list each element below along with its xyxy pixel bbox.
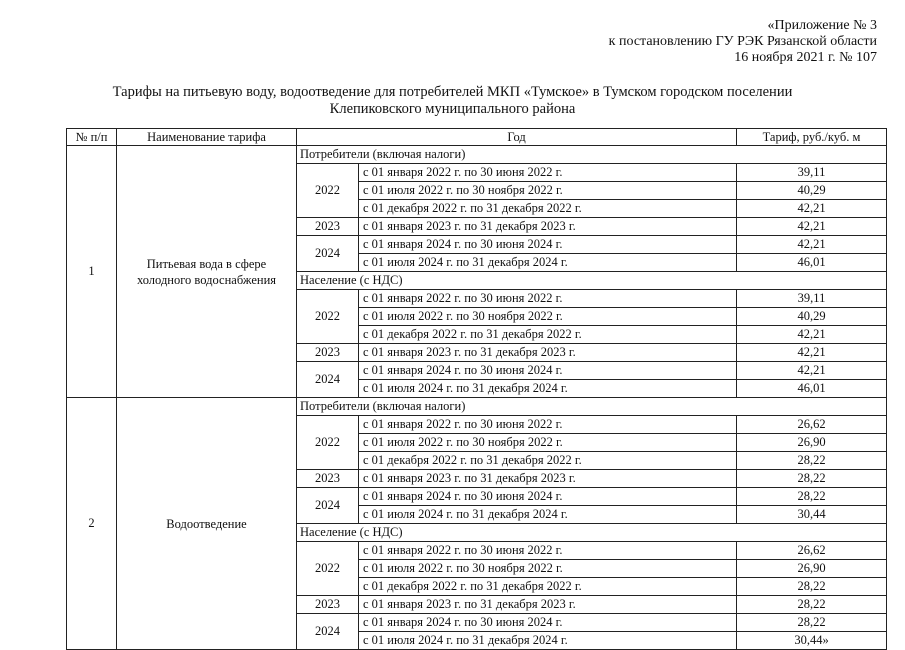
year-cell: 2024 <box>297 614 359 650</box>
column-header-name: Наименование тарифа <box>117 129 297 146</box>
tariff-value-cell: 28,22 <box>737 614 887 632</box>
column-header-number: № п/п <box>67 129 117 146</box>
period-cell: с 01 декабря 2022 г. по 31 декабря 2022 г. <box>359 452 737 470</box>
period-cell: с 01 января 2022 г. по 30 июня 2022 г. <box>359 416 737 434</box>
tariff-value-cell: 28,22 <box>737 596 887 614</box>
period-cell: с 01 июля 2024 г. по 31 декабря 2024 г. <box>359 380 737 398</box>
tariff-value-cell: 39,11 <box>737 164 887 182</box>
resolution-date: 16 ноября 2021 г. № 107 <box>734 50 877 65</box>
period-cell: с 01 января 2024 г. по 30 июня 2024 г. <box>359 488 737 506</box>
title-line-2: Клепиковского муниципального района <box>329 101 576 117</box>
tariff-name: Водоотведение <box>117 398 297 650</box>
tariff-number: 2 <box>67 398 117 650</box>
tariff-value-cell: 40,29 <box>737 182 887 200</box>
section-row <box>67 146 887 164</box>
period-cell: с 01 января 2022 г. по 30 июня 2022 г. <box>359 542 737 560</box>
period-cell: с 01 июля 2024 г. по 31 декабря 2024 г. <box>359 254 737 272</box>
tariff-value-cell: 39,11 <box>737 290 887 308</box>
period-cell: с 01 июля 2022 г. по 30 ноября 2022 г. <box>359 182 737 200</box>
period-cell: с 01 декабря 2022 г. по 31 декабря 2022 г. <box>359 578 737 596</box>
period-cell: с 01 января 2022 г. по 30 июня 2022 г. <box>359 290 737 308</box>
tariff-value-cell: 28,22 <box>737 470 887 488</box>
period-cell: с 01 января 2023 г. по 31 декабря 2023 г. <box>359 596 737 614</box>
year-cell: 2023 <box>297 596 359 614</box>
tariff-value-cell: 26,90 <box>737 434 887 452</box>
year-cell: 2024 <box>297 362 359 398</box>
period-cell: с 01 июля 2022 г. по 30 ноября 2022 г. <box>359 308 737 326</box>
period-cell: с 01 июля 2024 г. по 31 декабря 2024 г. <box>359 632 737 650</box>
tariff-value-cell: 42,21 <box>737 362 887 380</box>
tariff-value-cell: 40,29 <box>737 308 887 326</box>
period-cell: с 01 декабря 2022 г. по 31 декабря 2022 г. <box>359 326 737 344</box>
tariff-value-cell: 42,21 <box>737 200 887 218</box>
year-cell: 2023 <box>297 218 359 236</box>
tariff-table <box>66 128 887 650</box>
tariff-value-cell: 28,22 <box>737 578 887 596</box>
tariff-value-cell: 26,62 <box>737 416 887 434</box>
period-cell: с 01 декабря 2022 г. по 31 декабря 2022 г. <box>359 200 737 218</box>
tariff-value-cell: 26,90 <box>737 560 887 578</box>
year-cell: 2022 <box>297 416 359 470</box>
section-row <box>67 398 887 416</box>
year-cell: 2022 <box>297 164 359 218</box>
tariff-name: Питьевая вода в сфере холодного водоснабжения <box>117 146 297 398</box>
period-cell: с 01 января 2023 г. по 31 декабря 2023 г. <box>359 344 737 362</box>
document-title <box>0 84 905 118</box>
title-line-1: Тарифы на питьевую воду, водоотведение для потребителей МКП «Тумское» в Тумском городском поселении <box>112 84 793 100</box>
tariff-value-cell: 42,21 <box>737 344 887 362</box>
resolution-reference: к постановлению ГУ РЭК Рязанской области <box>608 34 877 49</box>
tariff-value-cell: 46,01 <box>737 380 887 398</box>
year-cell: 2024 <box>297 236 359 272</box>
period-cell: с 01 июля 2022 г. по 30 ноября 2022 г. <box>359 434 737 452</box>
table-header-row <box>67 129 887 146</box>
period-cell: с 01 января 2023 г. по 31 декабря 2023 г. <box>359 218 737 236</box>
tariff-value-cell: 42,21 <box>737 326 887 344</box>
period-cell: с 01 января 2024 г. по 30 июня 2024 г. <box>359 236 737 254</box>
tariff-value-cell: 28,22 <box>737 488 887 506</box>
year-cell: 2023 <box>297 344 359 362</box>
tariff-value-cell: 46,01 <box>737 254 887 272</box>
year-cell: 2023 <box>297 470 359 488</box>
tariff-value-cell: 28,22 <box>737 452 887 470</box>
column-header-tariff: Тариф, руб./куб. м <box>737 129 887 146</box>
period-cell: с 01 января 2024 г. по 30 июня 2024 г. <box>359 614 737 632</box>
period-cell: с 01 июля 2022 г. по 30 ноября 2022 г. <box>359 560 737 578</box>
tariff-value-cell: 30,44 <box>737 506 887 524</box>
tariff-value-cell: 42,21 <box>737 218 887 236</box>
column-header-year: Год <box>297 129 737 146</box>
consumer-group-label: Население (с НДС) <box>297 272 887 290</box>
consumer-group-label: Потребители (включая налоги) <box>297 398 887 416</box>
tariff-number: 1 <box>67 146 117 398</box>
tariff-value-cell: 26,62 <box>737 542 887 560</box>
tariff-value-cell: 42,21 <box>737 236 887 254</box>
year-cell: 2022 <box>297 290 359 344</box>
consumer-group-label: Потребители (включая налоги) <box>297 146 887 164</box>
document-header <box>609 18 877 66</box>
period-cell: с 01 января 2024 г. по 30 июня 2024 г. <box>359 362 737 380</box>
period-cell: с 01 января 2022 г. по 30 июня 2022 г. <box>359 164 737 182</box>
year-cell: 2024 <box>297 488 359 524</box>
period-cell: с 01 июля 2024 г. по 31 декабря 2024 г. <box>359 506 737 524</box>
period-cell: с 01 января 2023 г. по 31 декабря 2023 г. <box>359 470 737 488</box>
consumer-group-label: Население (с НДС) <box>297 524 887 542</box>
appendix-label: «Приложение № 3 <box>767 18 877 33</box>
year-cell: 2022 <box>297 542 359 596</box>
tariff-value-cell: 30,44» <box>737 632 887 650</box>
